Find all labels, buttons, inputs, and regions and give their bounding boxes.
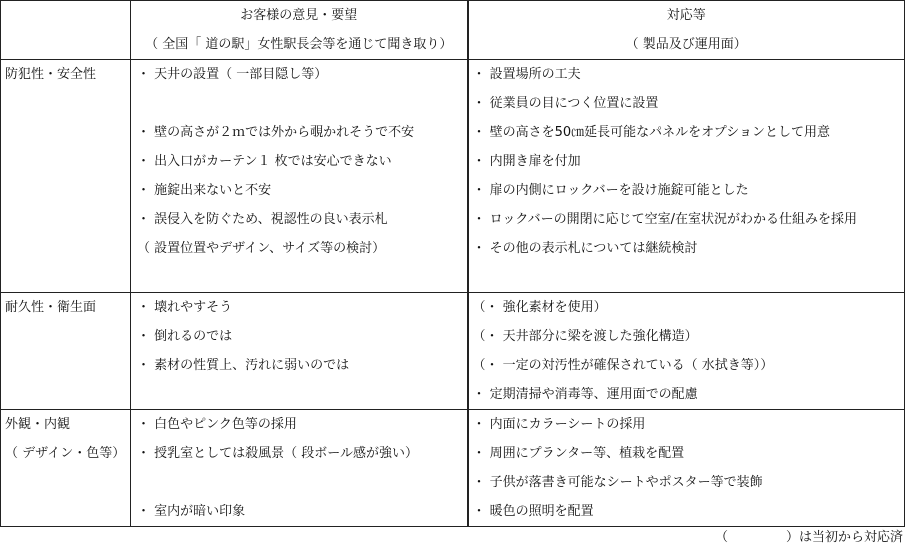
list-item: ・ その他の表示札については継続検討 (472, 241, 698, 256)
list-item: ・ 暖色の照明を配置 (472, 504, 594, 519)
footnote-text: は当初から対応済 (798, 530, 903, 545)
opinions-cell (131, 60, 468, 293)
list-item: ・ 施錠出来ないと不安 (137, 183, 272, 198)
category-cell (1, 410, 131, 527)
list-item: ・ 白色やピンク色等の採用 (137, 417, 297, 432)
category-label (1, 351, 130, 380)
category-label (1, 205, 130, 234)
header-opinions-title: お客様の意見・要望 (240, 8, 358, 23)
list-item (131, 468, 467, 497)
responses-cell (468, 293, 905, 410)
list-item: ・ 従業員の目につく位置に設置 (472, 96, 659, 111)
category-label (1, 147, 130, 176)
list-item: ・ 設置場所の工夫 (472, 67, 581, 82)
list-item: ・ 壁の高さが２ｍでは外から覗かれそうで不安 (137, 125, 415, 140)
category-cell (1, 293, 131, 410)
category-label: 耐久性・衛生面 (5, 300, 97, 315)
opinions-cell (131, 293, 468, 410)
responses-cell (468, 60, 905, 293)
list-item: （・ 強化素材を使用） (472, 300, 607, 315)
category-label (1, 380, 130, 409)
category-label (1, 468, 130, 497)
header-responses-subtitle: （ 製品及び運用面） (625, 37, 747, 52)
opinions-cell (131, 410, 468, 527)
list-item: ・ 天井の設置（ 一部目隠し等） (137, 67, 328, 82)
list-item: ・ 出入口がカーテン１ 枚では安心できない (137, 154, 392, 169)
list-item: ・ 周囲にプランター等、植栽を配置 (472, 446, 685, 461)
category-label: 外観・内観 (5, 417, 71, 432)
table-row (1, 293, 905, 410)
list-item: ・ ロックバーの開閉に応じて空室/在室状況がわかる仕組みを採用 (472, 212, 857, 227)
list-item: ・ 扉の内側にロックバーを設け施錠可能とした (472, 183, 749, 198)
category-label (1, 497, 130, 526)
category-label: （ デザイン・色等） (5, 446, 126, 461)
header-category-cell (1, 1, 131, 60)
list-item: ・ 室内が暗い印象 (137, 504, 246, 519)
footnote (715, 524, 903, 552)
list-item: ・ 内開き扉を付加 (472, 154, 581, 169)
category-label (1, 234, 130, 263)
table-row (1, 60, 905, 293)
list-item: ・ 壊れやすそう (137, 300, 233, 315)
list-item: （・ 一定の対汚性が確保されている（ 水拭き等）） (472, 358, 774, 373)
header-category-label (1, 1, 130, 30)
list-item (131, 263, 467, 292)
list-item: ・ 内面にカラーシートの採用 (472, 417, 646, 432)
header-responses-title: 対応等 (666, 8, 706, 23)
list-item: ・ 子供が落書き可能なシートやポスター等で装飾 (472, 475, 763, 490)
list-item: ・ 定期清掃や消毒等、運用面での配慮 (472, 387, 698, 402)
list-item: （ 設置位置やデザイン、サイズ等の検討） (137, 241, 386, 256)
category-label: 防犯性・安全性 (5, 67, 97, 82)
table-row (1, 410, 905, 527)
list-item (131, 380, 467, 409)
list-item (131, 89, 467, 118)
category-label (1, 89, 130, 118)
category-label (1, 322, 130, 351)
footnote-bracket: （ ） (714, 530, 799, 545)
list-item: （・ 天井部分に梁を渡した強化構造） (472, 329, 698, 344)
category-label (1, 263, 130, 292)
header-row (1, 1, 905, 60)
list-item: ・ 倒れるのでは (137, 329, 233, 344)
header-opinions-subtitle: （ 全国「 道の駅」女性駅長会等を通じて聞き取り） (145, 37, 453, 52)
category-label (1, 176, 130, 205)
responses-cell (468, 410, 905, 527)
list-item (469, 263, 905, 292)
category-cell (1, 60, 131, 293)
category-label (1, 118, 130, 147)
list-item: ・ 素材の性質上、汚れに弱いのでは (137, 358, 350, 373)
list-item: ・ 壁の高さを50㎝延長可能なパネルをオプションとして用意 (472, 125, 831, 140)
list-item: ・ 授乳室としては殺風景（ 段ボール感が強い） (137, 446, 419, 461)
list-item: ・ 誤侵入を防ぐため、視認性の良い表示札 (137, 212, 388, 227)
header-responses-cell (468, 1, 905, 60)
header-opinions-cell (131, 1, 468, 60)
